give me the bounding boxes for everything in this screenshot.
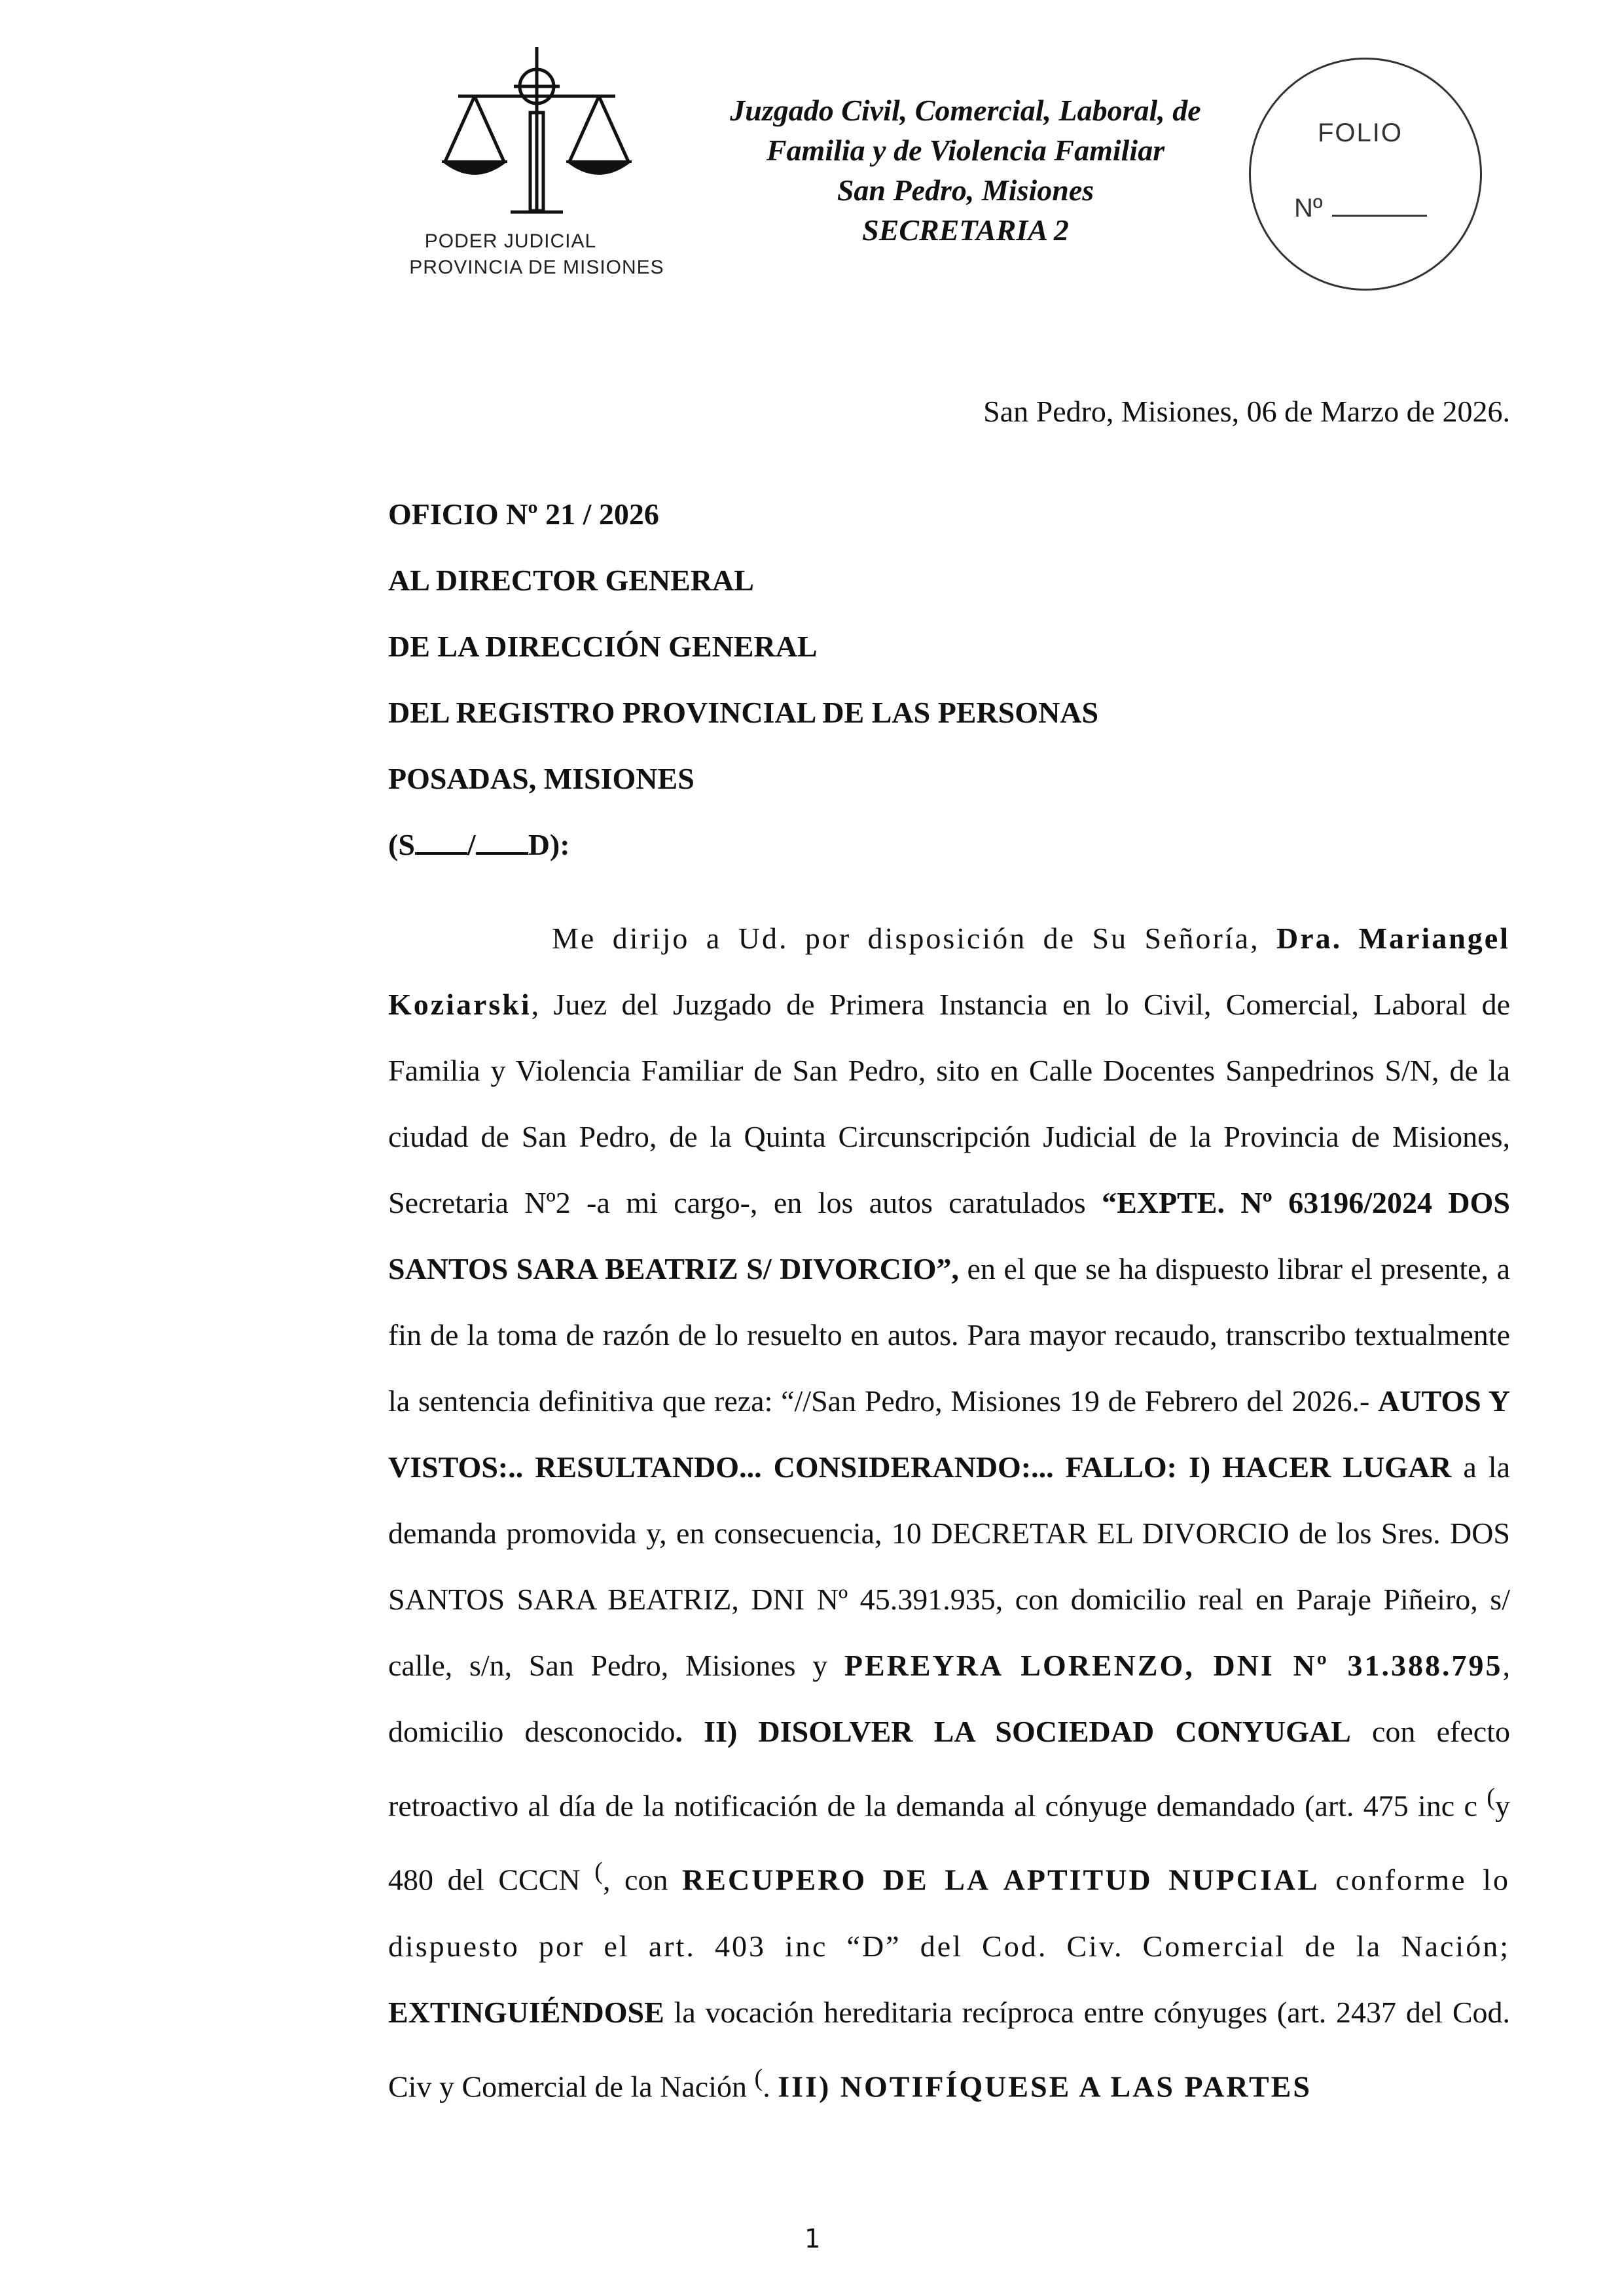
address-block — [388, 481, 1098, 878]
header-line-3: San Pedro, Misiones — [837, 173, 1094, 207]
body-paragraph: Me dirijo a Ud. por disposición de Su Señoría, Dra. Mariangel Koziarski, Juez del Juzgado de Primera Instancia en lo Civil, Comercial, Laboral de Familia y Violencia Familiar de San Pedro, sito en Calle Docentes Sanpedrinos S/N, de la ciudad de San Pedro, de la Quinta Circunscripción Judicial de la Provincia de Misiones, Secretaria Nº2 -a mi cargo-, en los autos caratulados “EXPTE. Nº 63196/2024 DOS SANTOS SARA BEATRIZ S/ DIVORCIO”, en el que se ha dispuesto librar el presente, a fin de la toma de razón de lo resuelto en autos. Para mayor recaudo, transcribo textualmente la sentencia definitiva que reza: “//San Pedro, Misiones 19 de Febrero del 2026.- AUTOS Y VISTOS:.. RESULTANDO... CONSIDERANDO:... FALLO: I) HACER LUGAR a la demanda promovida y, en consecuencia, 10 DECRETAR EL DIVORCIO de los Sres. DOS SANTOS SARA BEATRIZ, DNI Nº 45.391.935, con domicilio real en Paraje Piñeiro, s/ calle, s/n, San Pedro, Misiones y PEREYRA LORENZO, DNI Nº 31.388.795, domicilio desconocido. II) DISOLVER LA SOCIEDAD CONYUGAL con efecto retroactivo al día de la notificación de la demanda al cónyuge demandado (art. 475 inc c (y 480 del CCCN (, con RECUPERO DE LA APTITUD NUPCIAL conforme lo dispuesto por el art. 403 inc “D” del Cod. Civ. Comercial de la Nación; EXTINGUIÉNDOSE la vocación hereditaria recíproca entre cónyuges (art. 2437 del Cod. Civ y Comercial de la Nación (. III) NOTIFÍQUESE A LAS PARTES — [388, 922, 1511, 2103]
folio-number-field — [1294, 194, 1427, 223]
scales-of-justice-icon — [432, 41, 641, 237]
folio-label: FOLIO — [1318, 118, 1403, 147]
recipient-line-4: POSADAS, MISIONES — [388, 762, 695, 795]
header-line-4: SECRETARIA 2 — [862, 213, 1069, 247]
recipient-line-1: AL DIRECTOR GENERAL — [388, 564, 754, 597]
page-number: 1 — [804, 2224, 820, 2254]
document-date: San Pedro, Misiones, 06 de Marzo de 2026. — [983, 395, 1510, 428]
header-line-2: Familia y de Violencia Familiar — [766, 134, 1165, 167]
court-header — [681, 90, 1250, 250]
letter-body — [388, 905, 1510, 2119]
oficio-number: OFICIO Nº 21 / 2026 — [388, 497, 659, 531]
recipient-line-3: DEL REGISTRO PROVINCIAL DE LAS PERSONAS — [388, 696, 1099, 729]
logo-text-line2: PROVINCIA DE MISIONES — [409, 257, 664, 278]
folio-number-prefix: Nº — [1294, 194, 1323, 223]
logo-text-line1: PODER JUDICIAL — [424, 230, 597, 252]
folio-number-blank — [1332, 195, 1427, 217]
recipient-line-2: DE LA DIRECCIÓN GENERAL — [388, 630, 818, 663]
sd-blank-2 — [476, 829, 528, 855]
sd-blank-1 — [415, 829, 467, 855]
sd-salutation: (S / D): — [388, 828, 570, 861]
header-line-1: Juzgado Civil, Comercial, Laboral, de — [730, 94, 1201, 127]
folio-stamp — [1249, 58, 1482, 291]
judicial-logo — [393, 41, 681, 289]
